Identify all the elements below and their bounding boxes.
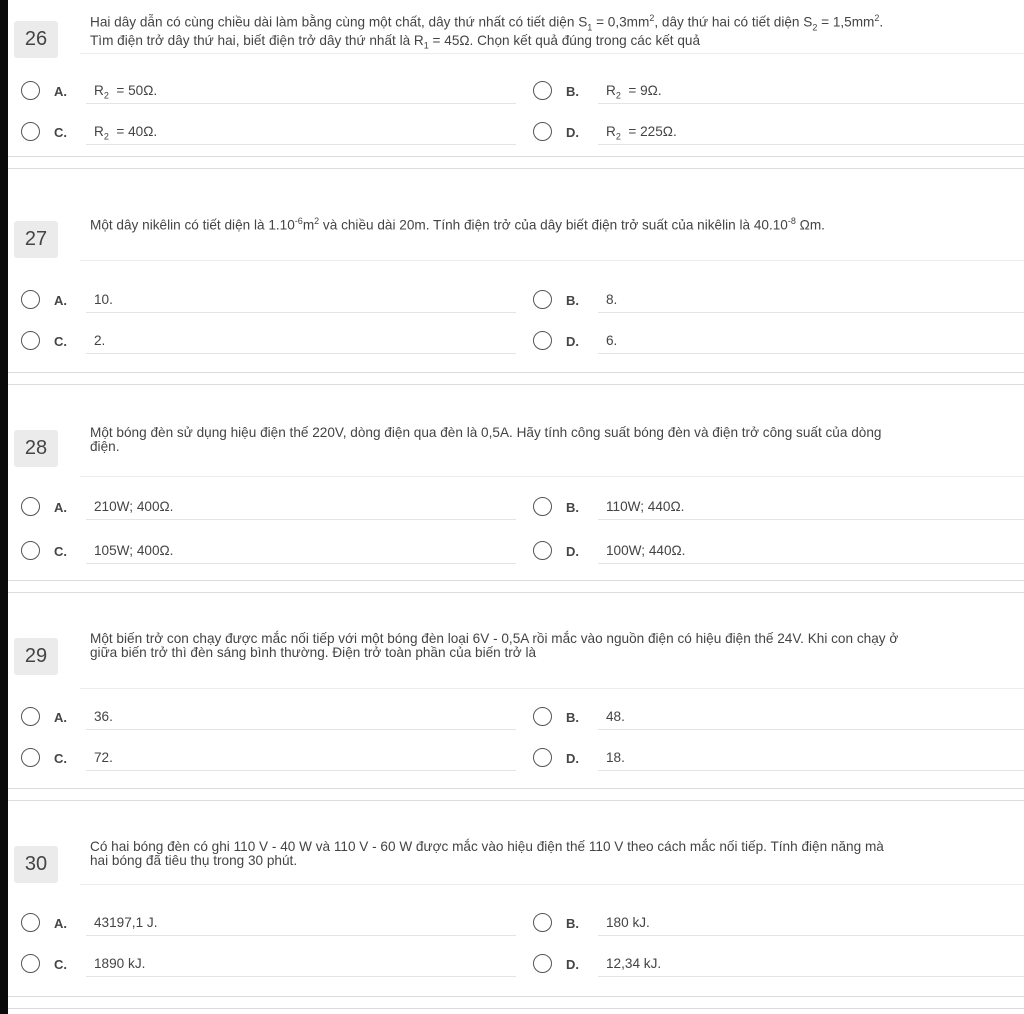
- option-b[interactable]: [533, 496, 1024, 524]
- option-text: 8.: [606, 292, 618, 307]
- option-underline: [86, 144, 516, 145]
- option-underline: [86, 353, 516, 354]
- option-letter: A.: [54, 84, 67, 99]
- radio-button[interactable]: [21, 497, 40, 516]
- option-underline: [86, 563, 516, 564]
- question-number: 29: [14, 638, 58, 675]
- radio-button[interactable]: [21, 954, 40, 973]
- option-letter: B.: [566, 293, 579, 308]
- radio-button[interactable]: [533, 497, 552, 516]
- option-c[interactable]: [21, 953, 521, 981]
- option-underline: [598, 935, 1024, 936]
- question-27: [8, 204, 1024, 384]
- option-underline: [598, 770, 1024, 771]
- question-text: Một dây nikêlin có tiết diện là $1.10^{-6}m^2$ và chiều dài 20m. Tính điện trở của dây biết điện trở suất của nikêlin là $40.10^{-8}$ Ωm.: [90, 216, 825, 233]
- option-d[interactable]: [533, 953, 1024, 981]
- option-letter: B.: [566, 916, 579, 931]
- question-separator: [8, 592, 1024, 593]
- option-underline: [86, 519, 516, 520]
- option-text: 6.: [606, 333, 618, 348]
- radio-button[interactable]: [533, 748, 552, 767]
- option-underline: [598, 519, 1024, 520]
- question-text: Một biến trở con chạy được mắc nối tiếp với một bóng đèn loại 6V - 0,5A rồi mắc vào nguồn điện có hiệu điện thế 24V. Khi con chạy ở giữa biến trở thì đèn sáng bình thường. Điện trở toàn phần của biến trở là: [90, 631, 899, 660]
- option-letter: C.: [54, 334, 67, 349]
- option-letter: A.: [54, 500, 67, 515]
- option-d[interactable]: [533, 330, 1024, 358]
- radio-button[interactable]: [21, 913, 40, 932]
- question-separator: [8, 156, 1024, 157]
- question-separator: [8, 372, 1024, 373]
- option-underline: [86, 729, 516, 730]
- question-divider: [80, 53, 1024, 54]
- option-underline: [598, 103, 1024, 104]
- question-text: Có hai bóng đèn có ghi 110 V - 40 W và 110 V - 60 W được mắc vào hiệu điện thế 110 V theo cách mắc nối tiếp. Tính điện năng mà hai bóng đã tiêu thụ trong 30 phút.: [90, 839, 884, 868]
- option-text: 72.: [94, 750, 113, 765]
- option-letter: C.: [54, 957, 67, 972]
- question-28: [8, 412, 1024, 592]
- option-d[interactable]: [533, 540, 1024, 568]
- question-separator: [8, 168, 1024, 169]
- option-underline: [598, 563, 1024, 564]
- question-divider: [80, 884, 1024, 885]
- option-text: 210W; 400Ω.: [94, 499, 174, 514]
- question-26: [8, 8, 1024, 168]
- option-text: 110W; 440Ω.: [606, 499, 685, 514]
- left-edge-bar: [0, 0, 8, 1014]
- radio-button[interactable]: [21, 122, 40, 141]
- radio-button[interactable]: [533, 954, 552, 973]
- question-separator: [8, 1008, 1024, 1009]
- option-underline: [86, 935, 516, 936]
- radio-button[interactable]: [533, 81, 552, 100]
- option-letter: B.: [566, 84, 579, 99]
- option-underline: [598, 729, 1024, 730]
- radio-button[interactable]: [533, 122, 552, 141]
- option-text: $R_2 = 9\Omega$.: [606, 83, 662, 101]
- question-number: 30: [14, 846, 58, 883]
- option-c[interactable]: [21, 121, 521, 149]
- option-text: 12,34 kJ.: [606, 956, 662, 971]
- radio-button[interactable]: [533, 707, 552, 726]
- question-divider: [80, 688, 1024, 689]
- radio-button[interactable]: [533, 541, 552, 560]
- option-a[interactable]: [21, 912, 521, 940]
- radio-button[interactable]: [21, 290, 40, 309]
- question-text: Hai dây dẫn có cùng chiều dài làm bằng cùng một chất, dây thứ nhất có tiết diện $S_1 = 0,3mm^2$, dây thứ hai có tiết diện $S_2 = 1,5mm^2$. Tìm điện trở dây thứ hai, biết điện trở dây thứ nhất là $R_1 = 45\Omega$. Chọn kết quả đúng trong các kết quả: [90, 13, 884, 51]
- option-text: $R_2 = 40\Omega$.: [94, 124, 158, 142]
- option-letter: B.: [566, 710, 579, 725]
- option-b[interactable]: [533, 80, 1024, 108]
- radio-button[interactable]: [21, 748, 40, 767]
- question-number: 28: [14, 430, 58, 467]
- option-a[interactable]: [21, 80, 521, 108]
- option-a[interactable]: [21, 706, 521, 734]
- option-text: 105W; 400Ω.: [94, 543, 174, 558]
- option-text: 36.: [94, 709, 113, 724]
- radio-button[interactable]: [21, 707, 40, 726]
- option-d[interactable]: [533, 121, 1024, 149]
- option-letter: D.: [566, 544, 579, 559]
- option-text: $R_2 = 50\Omega$.: [94, 83, 158, 101]
- question-separator: [8, 996, 1024, 997]
- option-text: $R_2 = 225\Omega$.: [606, 124, 677, 142]
- option-b[interactable]: [533, 289, 1024, 317]
- option-letter: D.: [566, 957, 579, 972]
- radio-button[interactable]: [21, 541, 40, 560]
- question-divider: [80, 476, 1024, 477]
- question-text: Một bóng đèn sử dụng hiệu điện thế 220V, dòng điện qua đèn là 0,5A. Hãy tính công suất bóng đèn và điện trở công suất của dòng điện.: [90, 425, 882, 454]
- question-divider: [80, 260, 1024, 261]
- radio-button[interactable]: [533, 913, 552, 932]
- option-a[interactable]: [21, 289, 521, 317]
- option-letter: D.: [566, 125, 579, 140]
- question-separator: [8, 800, 1024, 801]
- option-letter: B.: [566, 500, 579, 515]
- option-text: 180 kJ.: [606, 915, 650, 930]
- option-text: 43197,1 J.: [94, 915, 158, 930]
- option-d[interactable]: [533, 747, 1024, 775]
- option-letter: A.: [54, 916, 67, 931]
- option-underline: [86, 312, 516, 313]
- question-separator: [8, 384, 1024, 385]
- option-underline: [598, 976, 1024, 977]
- option-underline: [598, 353, 1024, 354]
- radio-button[interactable]: [533, 290, 552, 309]
- option-text: 2.: [94, 333, 106, 348]
- question-30: [8, 828, 1024, 1008]
- option-underline: [86, 976, 516, 977]
- radio-button[interactable]: [533, 331, 552, 350]
- option-letter: D.: [566, 751, 579, 766]
- option-text: 1890 kJ.: [94, 956, 146, 971]
- option-letter: C.: [54, 125, 67, 140]
- option-letter: D.: [566, 334, 579, 349]
- option-c[interactable]: [21, 540, 521, 568]
- question-number: 26: [14, 21, 58, 58]
- option-b[interactable]: [533, 706, 1024, 734]
- option-letter: A.: [54, 710, 67, 725]
- option-underline: [86, 103, 516, 104]
- option-text: 18.: [606, 750, 625, 765]
- option-a[interactable]: [21, 496, 521, 524]
- option-letter: A.: [54, 293, 67, 308]
- radio-button[interactable]: [21, 81, 40, 100]
- option-text: 48.: [606, 709, 625, 724]
- question-number: 27: [14, 221, 58, 258]
- option-underline: [598, 144, 1024, 145]
- option-letter: C.: [54, 544, 67, 559]
- option-b[interactable]: [533, 912, 1024, 940]
- option-underline: [598, 312, 1024, 313]
- question-separator: [8, 580, 1024, 581]
- option-underline: [86, 770, 516, 771]
- question-separator: [8, 788, 1024, 789]
- question-29: [8, 620, 1024, 800]
- option-c[interactable]: [21, 330, 521, 358]
- option-letter: C.: [54, 751, 67, 766]
- option-text: 100W; 440Ω.: [606, 543, 686, 558]
- radio-button[interactable]: [21, 331, 40, 350]
- option-c[interactable]: [21, 747, 521, 775]
- option-text: 10.: [94, 292, 113, 307]
